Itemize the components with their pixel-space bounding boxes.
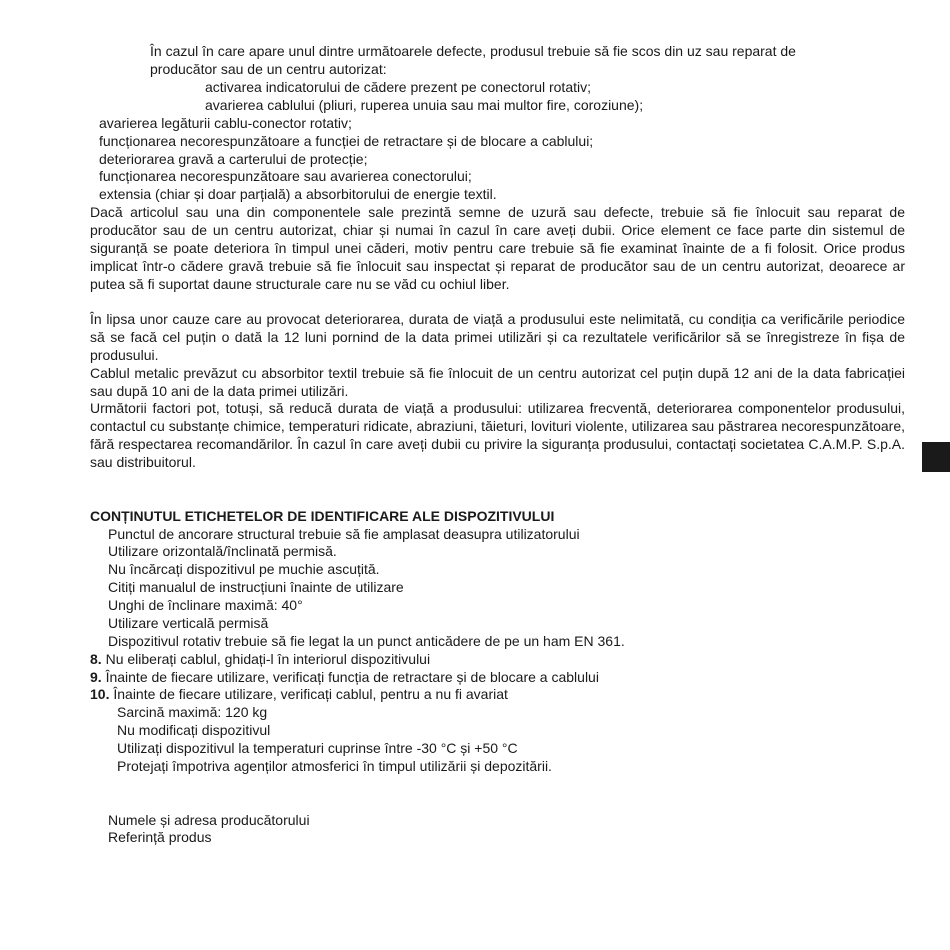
paragraph-lifespan: În lipsa unor cauze care au provocat deteriorarea, durata de viață a produsului este nelimitată, cu condiția ca verificările periodice să se facă cel puțin o dată la 12 luni pornind de la data primei utilizări și ca rezultatele verificărilor să se înregistreze în fișa de produsului. — [90, 311, 905, 363]
paragraph-wear: Dacă articolul sau una din componentele sale prezintă semne de uzură sau defecte, trebuie să fie înlocuit sau reparat de producător sau de un centru autorizat, chiar și numai în cazul în care aveți dubii. Orice element ce face parte din sistemul de siguranță se poate deteriora în timpul unei căderi, motiv pentru care trebuie să fie examinat înainte de a fi folosit. Orice produs implicat într-o cădere gravă trebuie să fie înlocuit sau inspectat și reparat de producător sau de un centru autorizat, deoarece ar putea să fi suportat daune structurale care nu se văd cu ochiul liber. — [90, 204, 905, 292]
label-item-4: Citiți manualul de instrucțiuni înainte de utilizare — [108, 579, 404, 595]
item-number: 9. — [90, 669, 102, 685]
label-item-5: Unghi de înclinare maximă: 40° — [108, 597, 303, 613]
defect-item-2: funcționarea necorespunzătoare a funcției de retractare și de blocare a cablului; — [99, 133, 594, 149]
paragraph-factors: Următorii factori pot, totuși, să reducă durata de viață a produsului: utilizarea frecventă, deteriorarea componentelor produsului, contactul cu substanțe chimice, temperaturi ridicate, abraziuni, tăieturi, lovituri violente, utilizarea sau păstrarea necorespunzătoare, fără respectarea recomandărilor. În cazul în care aveți dubii cu privire la siguranța produsului, contactați societatea C.A.M.P. S.p.A. sau distribuitorul. — [90, 400, 905, 470]
defect-item-5: extensia (chiar și doar parțială) a absorbitorului de energie textil. — [99, 186, 497, 202]
numbered-item-8 — [90, 650, 430, 668]
label-item-7: Dispozitivul rotativ trebuie să fie legat la un punct anticădere de pe un ham EN 361. — [108, 633, 625, 649]
item-text: Înainte de fiecare utilizare, verificați cablul, pentru a nu fi avariat — [113, 686, 508, 702]
defect-sub-item-1: activarea indicatorului de cădere prezent pe conectorul rotativ; — [205, 79, 591, 95]
footer-manufacturer: Numele și adresa producătorului — [108, 812, 310, 828]
label-item-6: Utilizare verticală permisă — [108, 615, 269, 631]
paragraph-cable: Cablul metalic prevăzut cu absorbitor textil trebuie să fie înlocuit de un centru autorizat cel puțin după 12 ani de la data fabricației sau după 10 ani de la data primei utilizări. — [90, 365, 905, 399]
intro-line-2: producător sau de un centru autorizat: — [150, 61, 387, 77]
defect-item-3: deteriorarea gravă a carterului de protecție; — [99, 151, 368, 167]
section-tab-marker — [922, 442, 950, 472]
item-text: Înainte de fiecare utilizare, verificați funcția de retractare și de blocare a cablului — [105, 669, 599, 685]
item-number: 10. — [90, 686, 110, 702]
numbered-item-9 — [90, 668, 599, 686]
label-item-temperature: Utilizați dispozitivul la temperaturi cuprinse între -30 °C și +50 °C — [117, 740, 518, 756]
item-number: 8. — [90, 651, 102, 667]
footer-product-reference: Referință produs — [108, 829, 212, 845]
defect-item-4: funcționarea necorespunzătoare sau avarierea conectorului; — [99, 168, 472, 184]
numbered-item-10 — [90, 685, 508, 703]
intro-line-1: În cazul în care apare unul dintre următoarele defecte, produsul trebuie să fie scos din uz sau reparat de — [150, 43, 796, 59]
defect-sub-item-2: avarierea cablului (pliuri, ruperea unuia sau mai multor fire, coroziune); — [205, 97, 644, 113]
defect-item-1: avarierea legăturii cablu-conector rotativ; — [99, 115, 352, 131]
item-text: Nu eliberați cablul, ghidați-l în interiorul dispozitivului — [105, 651, 431, 667]
label-item-2: Utilizare orizontală/înclinată permisă. — [108, 543, 337, 559]
label-item-1: Punctul de ancorare structural trebuie să fie amplasat deasupra utilizatorului — [108, 526, 580, 542]
label-item-3: Nu încărcați dispozitivul pe muchie ascuțită. — [108, 561, 380, 577]
label-item-max-load: Sarcină maximă: 120 kg — [117, 704, 268, 720]
label-item-no-modify: Nu modificați dispozitivul — [117, 722, 271, 738]
section-heading: CONȚINUTUL ETICHETELOR DE IDENTIFICARE ALE DISPOZITIVULUI — [90, 508, 555, 524]
label-item-protect: Protejați împotriva agenților atmosferici în timpul utilizării și depozitării. — [117, 758, 552, 774]
